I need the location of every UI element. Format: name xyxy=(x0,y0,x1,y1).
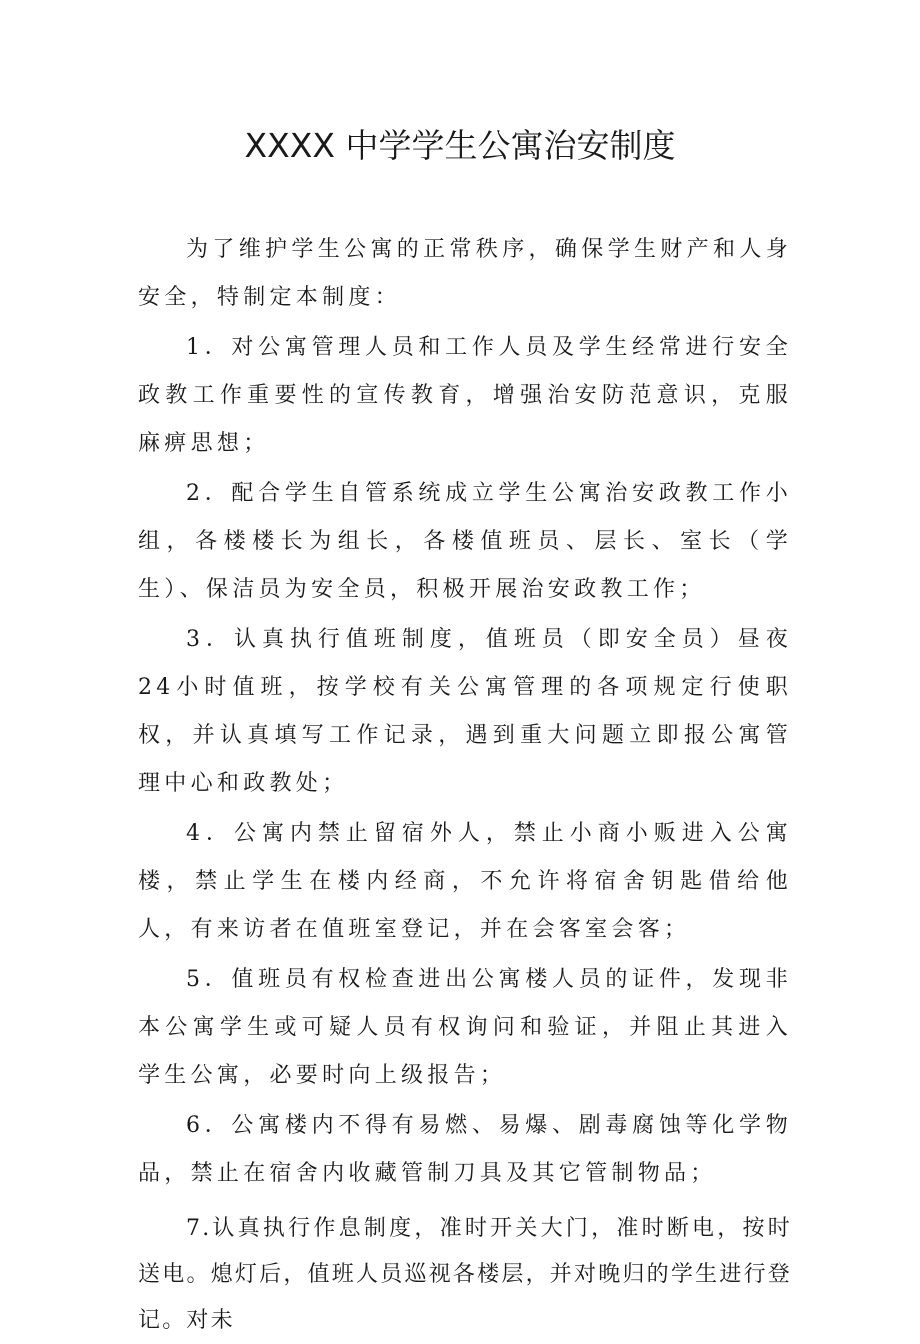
rule-1-paragraph: 1．对公寓管理人员和工作人员及学生经常进行安全政教工作重要性的宣传教育，增强治安防范意识，克服麻痹思想； xyxy=(138,335,792,456)
rule-4-paragraph: 4．公寓内禁止留宿外人，禁止小商小贩进入公寓楼，禁止学生在楼内经商，不允许将宿舍钥匙借给他人，有来访者在值班室登记，并在会客室会客； xyxy=(138,821,792,942)
intro-paragraph: 为了维护学生公寓的正常秩序，确保学生财产和人身安全，特制定本制度： xyxy=(138,237,792,310)
document-body xyxy=(138,226,792,1344)
rule-6-paragraph: 6．公寓楼内不得有易燃、易爆、剧毒腐蚀等化学物品，禁止在宿舍内收藏管制刀具及其它管制物品； xyxy=(138,1113,792,1186)
rule-7-paragraph: 7.认真执行作息制度，准时开关大门，准时断电，按时送电。熄灯后，值班人员巡视各楼层，并对晚归的学生进行登记。对未 xyxy=(138,1216,792,1333)
rule-2-paragraph: 2．配合学生自管系统成立学生公寓治安政教工作小组，各楼楼长为组长，各楼值班员、层长、室长（学生）、保洁员为安全员，积极开展治安政教工作； xyxy=(138,481,792,602)
rule-5-paragraph: 5．值班员有权检查进出公寓楼人员的证件，发现非本公寓学生或可疑人员有权询问和验证，并阻止其进入学生公寓，必要时向上级报告； xyxy=(138,967,792,1088)
rule-3-paragraph: 3．认真执行值班制度，值班员（即安全员）昼夜24小时值班，按学校有关公寓管理的各项规定行使职权，并认真填写工作记录，遇到重大问题立即报公寓管理中心和政教处； xyxy=(138,627,792,796)
document-title: XXXX 中学学生公寓治安制度 xyxy=(244,126,676,165)
